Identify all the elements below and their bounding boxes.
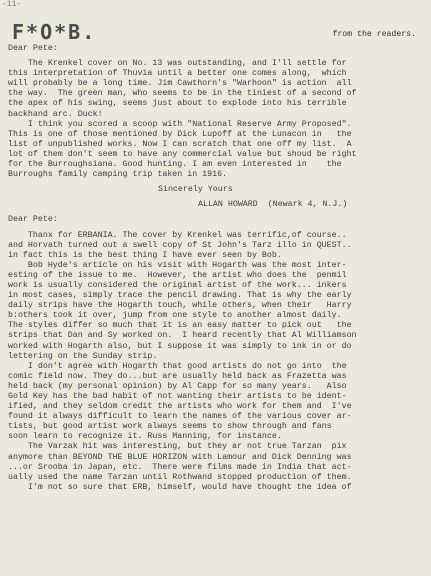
letter-text-line: backhand arc. Duck!: [8, 109, 103, 119]
letter-text-line: lot of them don't seem to have any commercial value but shoud be right: [8, 149, 357, 159]
letter-text-line: comic field now. They do...but are usually held back as Frazetta was: [8, 371, 347, 381]
letter-text-line: Bob Hyde's article on his visit with Hogarth was the most inter-: [8, 260, 347, 270]
letter-text-line: worked with Hogarth also, but I suppose it was simply to ink in or do: [8, 341, 352, 351]
letter-text-line: ified, and they seldom credit the artists who work for them and I've: [8, 402, 352, 412]
letter-text-line: I'm not so sure that ERB, himself, would have thought the idea of: [8, 482, 352, 492]
letter-text-line: I don't agree with Hogarth that good artists do not go into the: [8, 361, 347, 371]
letter-text-line: Burroughs family camping trip taken in 1916.: [8, 170, 228, 180]
letter-text-line: The Krenkel cover on No. 13 was outstanding, and I'll settle for: [8, 59, 347, 69]
letter-text-line: soon learn to recognize it. Russ Manning, for instance.: [8, 432, 282, 442]
letter-text-line: lettering on the Sunday strip.: [8, 351, 158, 361]
letter-text-line: the way. The green man, who seems to be in the tiniest of a second of: [8, 89, 357, 99]
letter-text-line: and Horvath turned out a swell copy of St John's Tarz illo in QUEST..: [8, 240, 352, 250]
letter-text-line: The Varzak hit was interesting, but they ar not true Tarzan pix: [8, 442, 347, 452]
letter-text-line: held back (my personal opinion) by Al Capp for so many years. Also: [8, 381, 347, 391]
letter-text-line: Gold Key has the bad habit of not wanting their artists to be ident-: [8, 392, 347, 401]
letter-text-line: Thanx for ERBANIA. The cover by Krenkel was terrific,of course..: [8, 230, 347, 240]
letter-text-line: esting of the issue to me. However, the artist who does the penmil: [8, 270, 347, 280]
letter-text-line: strips that Dan and Sy worked on. I heard recently that Al Williamson: [8, 331, 357, 341]
section-subtitle: from the readers.: [332, 30, 416, 39]
letter-text-line: list of unpublished works. Now I can scratch that one off my list. A: [8, 139, 352, 149]
letter-text-line: daily strips have the Hogarth touch, while others, when their Harry: [8, 301, 352, 311]
letter-text-line: found it always difficult to learn the names of the various cover ar-: [8, 412, 352, 422]
letter-text-line: in fact this is the best thing I have ever seen by Bob.: [8, 250, 282, 260]
letters-header: [8, 18, 418, 44]
letter-text-line: work is usually considered the original artist of the work... inkers: [8, 280, 347, 290]
letter-salutation: Dear Pete:: [8, 215, 58, 225]
letter-text-line: for the Burroughsiana. Good hunting. I am even interested in the: [8, 160, 342, 170]
letter-text-line: in most cases, simply trace the pencil drawing. That is why the early: [8, 291, 352, 301]
letter-text-line: anymore than BEYOND THE BLUE HORIZON with Lamour and Dick Denning was: [8, 452, 352, 462]
letter-text-line: This is one of those mentioned by Dick Lupoff at the Lunacon in the: [8, 129, 352, 139]
letter-signature: ALLAN HOWARD (Newark 4, N.J.): [198, 200, 348, 210]
letter-text-line: tists, but good artist work always seems to show through and fans: [8, 422, 332, 432]
letter-text-line: I think you scored a scoop with "National Reserve Army Proposed".: [8, 119, 352, 129]
letter-text-line: will probably be a long time. Jim Cawthorn's "Warhoon" is action all: [8, 79, 352, 89]
page-number: -11-: [2, 0, 22, 9]
letter-closing: Sincerely Yours: [158, 185, 233, 195]
letters-column: [8, 44, 422, 493]
letter-text-line: ...or Srooba in Japan, etc. There were films made in India that act-: [8, 462, 352, 472]
letter-text-line: the apex of his swing, seems just about to explode into his terrible: [8, 99, 347, 109]
letter-text-line: The styles differ so much that it is an easy matter to pick out the: [8, 321, 352, 331]
letter-text-line: b:others took it over, jump from one style to another almost daily.: [8, 311, 342, 321]
letter-text-line: this interpretation of Thuvia until a better one comes along, which: [8, 69, 347, 79]
letter-salutation: Dear Pete:: [8, 44, 58, 53]
letter-text-line: ually used the name Tarzan until Rothwand stopped production of them.: [8, 472, 352, 482]
masthead-title: F*O*B.: [12, 20, 97, 44]
